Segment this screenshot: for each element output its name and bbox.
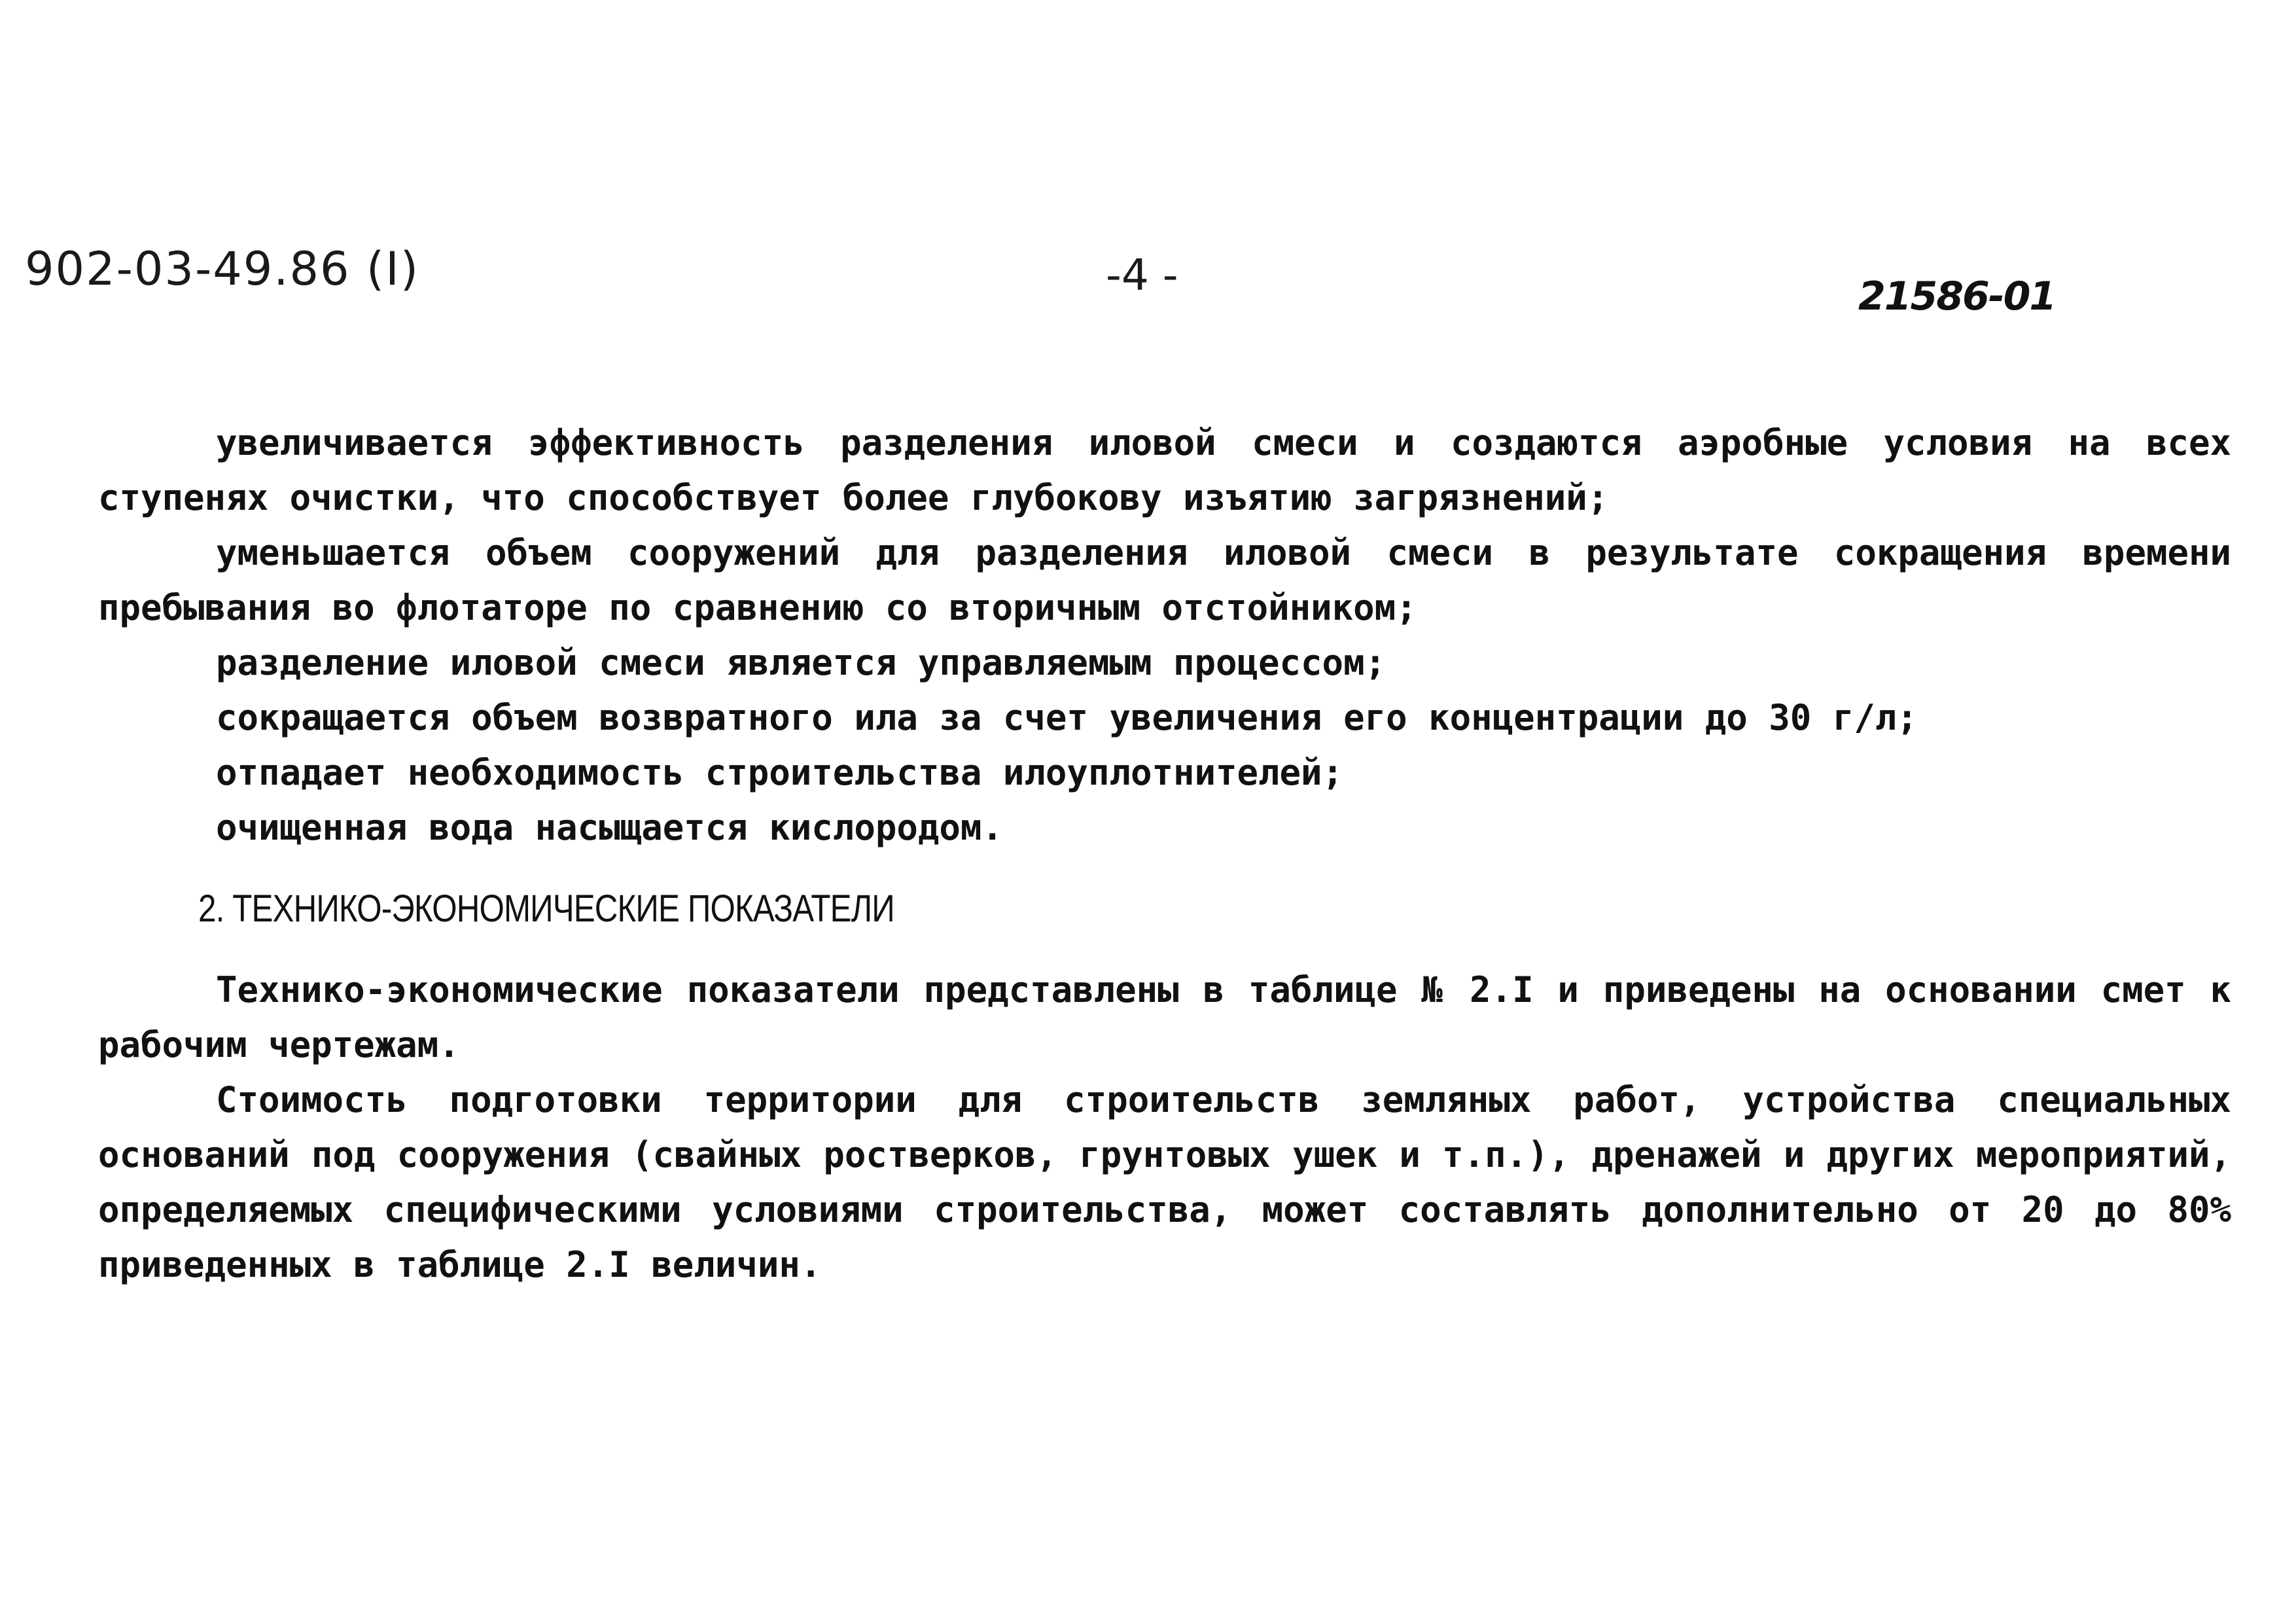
list-item: разделение иловой смеси является управляемым процессом; (216, 642, 1386, 683)
document-code: 902-03-49.86 (І) (25, 242, 420, 296)
page-number: -4 - (1106, 250, 1178, 300)
document-body (98, 416, 2231, 1293)
list-item: сокращается объем возвратного ила за счет увеличения его концентрации до 30 г/л; (216, 697, 1918, 738)
list-item: отпадает необходимость строительства илоуплотнителей; (216, 752, 1344, 793)
paragraph-cost: Стоимость подготовки территории для строительств земляных работ, устройства специальных оснований под сооружения (свайных ростверков, грунтовых ушек и т.п.), дренажей и других мероприятий, определяемых специфическими условиями строительства, может составлять дополнительно от 20 до 80% приведенных в таблице 2.I величин. (98, 1079, 2231, 1285)
paragraph-efficiency: увеличивается эффективность разделения иловой смеси и создаются аэробные условия на всех ступенях очистки, что способствует более глубокову изъятию загрязнений; (98, 422, 2231, 518)
archive-number: 21586-01 (1858, 274, 2056, 319)
list-item: очищенная вода насыщается кислородом. (216, 807, 1003, 848)
section-heading: 2. ТЕХНИКО-ЭКОНОМИЧЕСКИЕ ПОКАЗАТЕЛИ (198, 887, 894, 930)
paragraph-volume-reduction: уменьшается объем сооружений для разделения иловой смеси в результате сокращения времени пребывания во флотаторе по сравнению со вторичным отстойником; (98, 532, 2231, 628)
paragraph-indicators: Технико-экономические показатели представлены в таблице № 2.I и приведены на основании смет к рабочим чертежам. (98, 969, 2231, 1065)
